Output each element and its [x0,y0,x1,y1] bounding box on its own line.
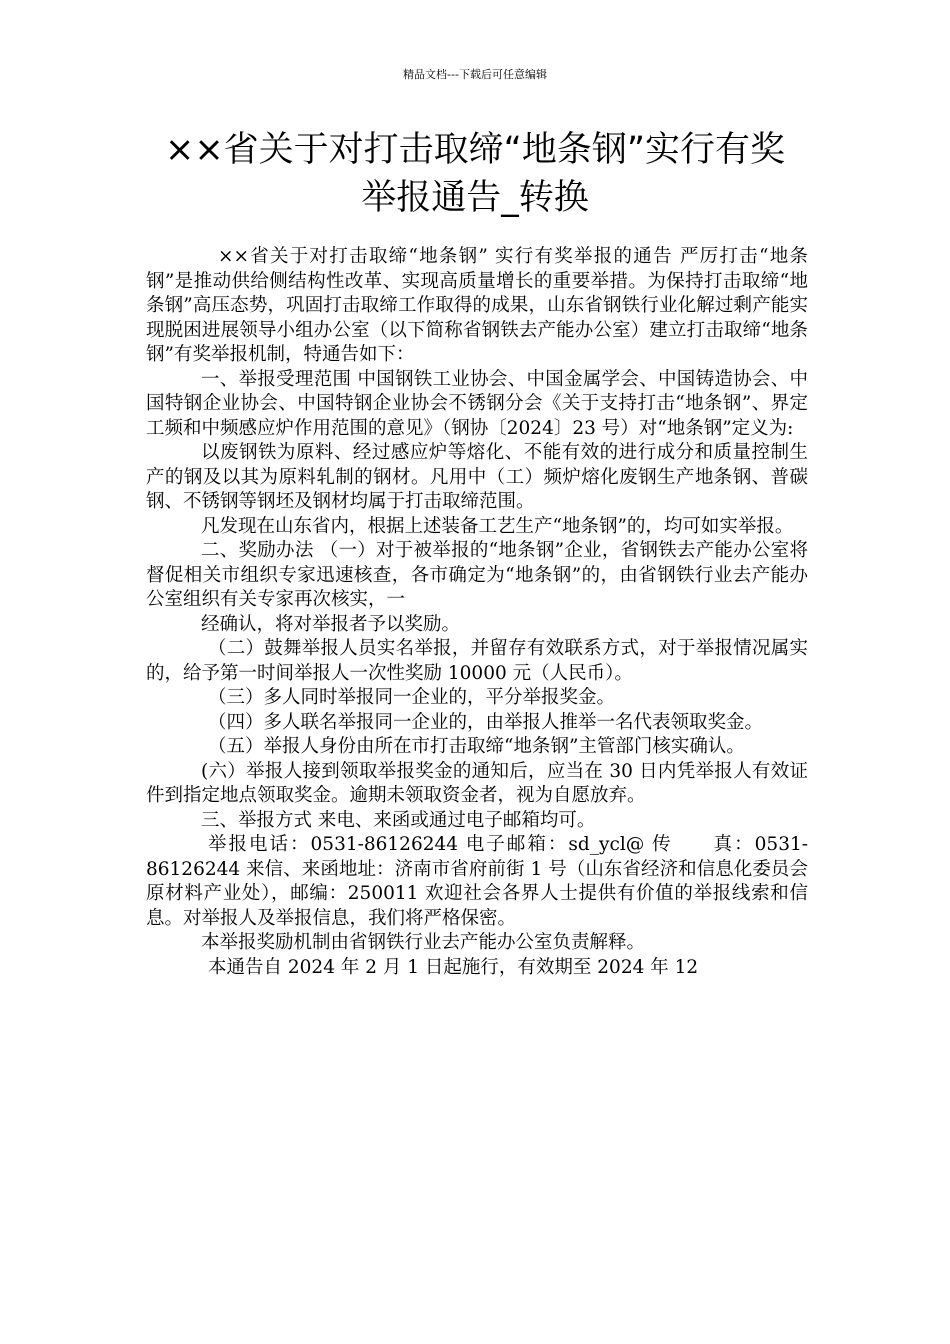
paragraph-contact-info: 举报电话：0531-86126244 电子邮箱：sd_ycl@ 传 真：0531-86126244 来信、来函地址：济南市省府前街 1 号（山东省经济和信息化委员会原材料产业处），邮编：250011 欢迎社会各界人士提供有价值的举报线索和信息。对举报人及举报信息，我们将严格保密。 [146,834,808,929]
paragraph-confirmation: 经确认，将对举报者予以奖励。 [201,613,461,635]
paragraph-scope: 一、举报受理范围 中国钢铁工业协会、中国金属学会、中国铸造协会、中国特钢企业协会、中国特钢企业协会不锈钢分会《关于支持打击“地条钢”、界定工频和中频感应炉作用范围的意见》（钢协〔2024〕23 号）对“地条钢”定义为: [146,368,808,439]
paragraph-reward-6: (六）举报人接到领取举报奖金的通知后，应当在 30 日内凭举报人有效证件到指定地点领取奖金。逾期未领取资金者，视为自愿放弃。 [146,760,808,806]
paragraph-effective-date: 本通告自 2024 年 2 月 1 日起施行，有效期至 2024 年 12 [208,956,699,978]
paragraph-reward-4: （四）多人联名举报同一企业的，由举报人推举一名代表领取奖金。 [208,711,764,733]
page-header: 精品文档---下载后可任意编辑 [403,68,547,81]
paragraph-definition: 以废钢铁为原料、经过感应炉等熔化、不能有效的进行成分和质量控制生产的钢及以其为原料轧制的钢材。凡用中（工）频炉熔化废钢生产地条钢、普碳钢、不锈钢等钢坯及钢材均属于打击取缔范围。 [146,442,808,512]
paragraph-report-any: 凡发现在山东省内，根据上述装备工艺生产“地条钢”的，均可如实举报。 [201,515,794,537]
paragraph-reward-5: （五）举报人身份由所在市打击取缔“地条钢”主管部门核实确认。 [208,736,745,757]
paragraph-interpretation: 本举报奖励机制由省钢铁行业去产能办公室负责解释。 [201,932,646,953]
document-title: ××省关于对打击取缔“地条钢”实行有奖举报通告_转换 [165,130,785,218]
paragraph-reward-method: 二、奖励办法 （一）对于被举报的“地条钢”企业，省钢铁去产能办公室将督促相关市组织专家迅速核查，各市确定为“地条钢”的，由省钢铁行业去产能办公室组织有关专家再次核实，一 [146,540,808,610]
paragraph-reward-3: （三）多人同时举报同一企业的，平分举报奖金。 [208,687,616,708]
paragraph-intro: ××省关于对打击取缔“地条钢” 实行有奖举报的通告 严厉打击“地条钢”是推动供给侧结构性改革、实现高质量增长的重要举措。为保持打击取缔“地条钢”高压态势，巩固打击取缔工作取得的成果，山东省钢铁行业化解过剩产能实现脱困进展领导小组办公室（以下简称省钢铁去产能办公室）建立打击取缔“地条钢”有奖举报机制，特通告如下： [146,246,808,365]
paragraph-reward-2: （二）鼓舞举报人员实名举报，并留存有效联系方式，对于举报情况属实的，给予第一时间举报人一次性奖励 10000 元（人民币）。 [146,638,808,684]
paragraph-report-method: 三、举报方式 来电、来函或通过电子邮箱均可。 [201,809,596,831]
document-body [146,245,808,980]
